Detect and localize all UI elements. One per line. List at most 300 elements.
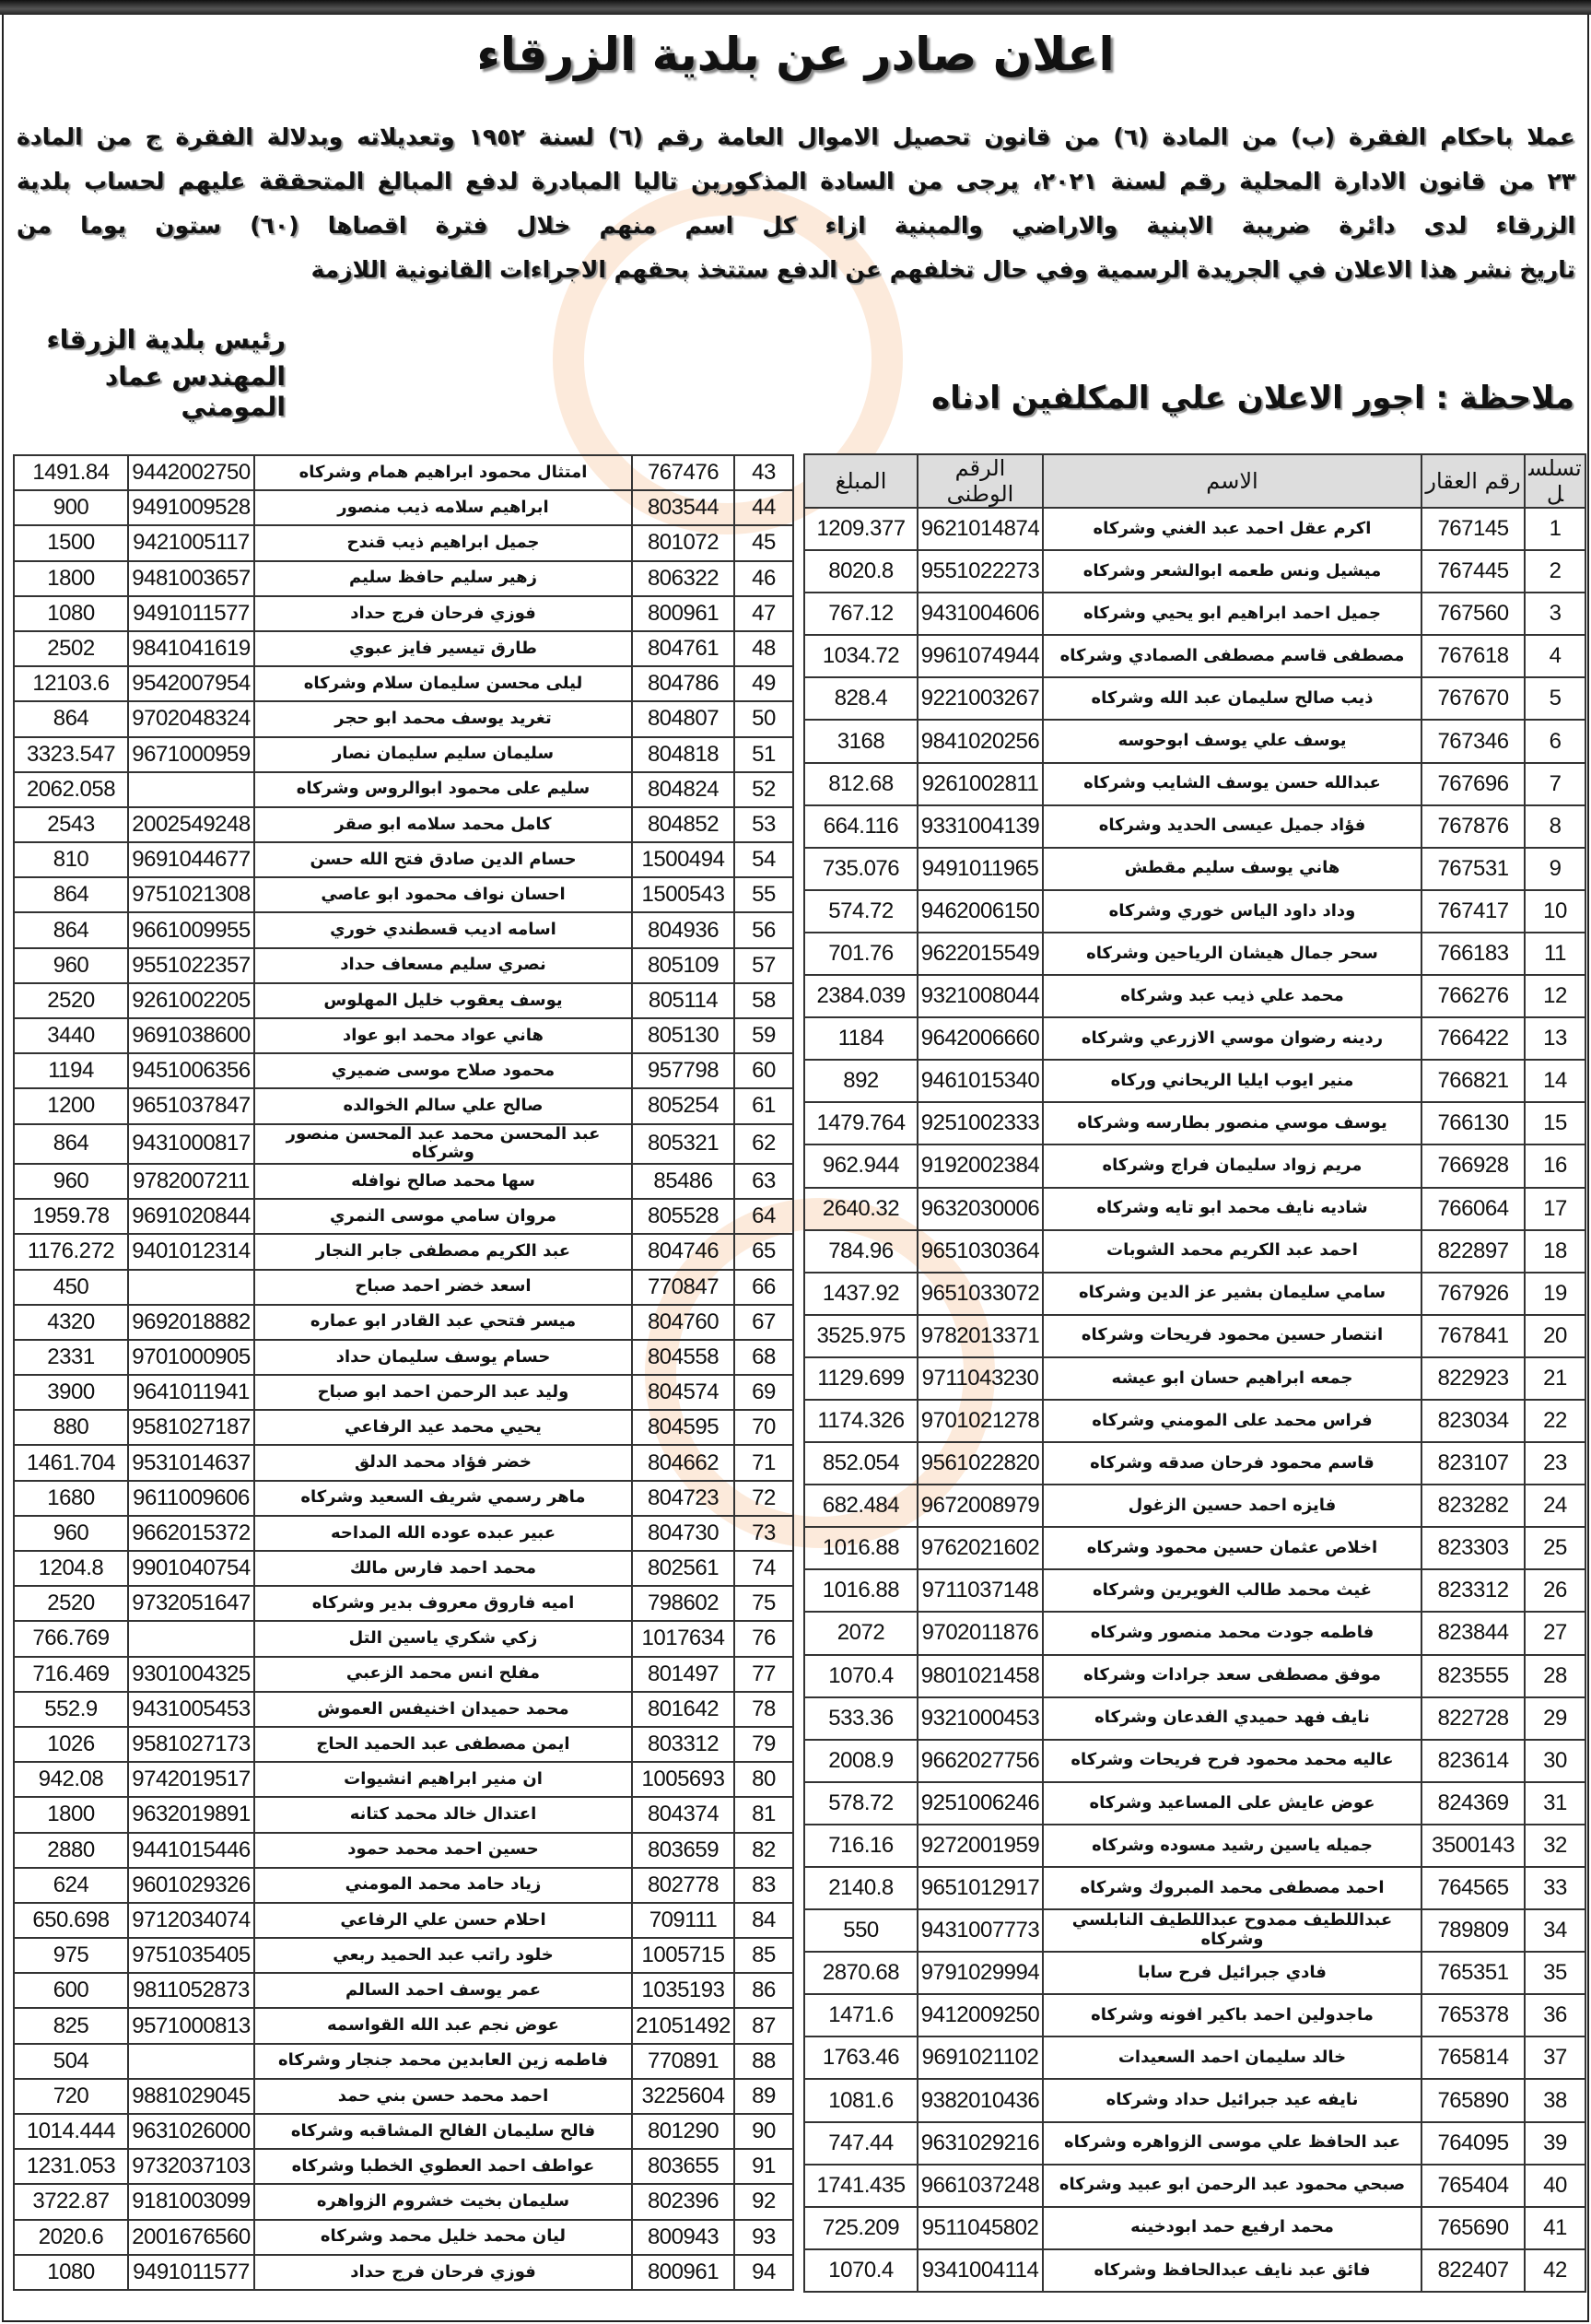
amount-cell: 8020.8 [804,550,918,593]
amount-cell: 767.12 [804,593,918,635]
serial-cell: 61 [734,1088,793,1123]
name-cell: انتصار حسين محمود فريحات وشركاه [1043,1315,1421,1357]
name-cell: ابراهيم سلامه ذيب منصور [254,490,632,525]
national-id-cell: 9702048324 [128,701,254,736]
amount-cell: 747.44 [804,2122,918,2165]
name-cell: خالد سليمان احمد السعيدات [1043,2036,1421,2079]
name-cell: هاني يوسف سليم مقطش [1043,848,1421,890]
serial-cell: 49 [734,666,793,701]
national-id-cell: 9251002333 [918,1102,1043,1144]
name-cell: تغريد يوسف محمد ابو حجر [254,701,632,736]
amount-cell: 3900 [14,1375,128,1410]
table-row [14,2220,793,2255]
national-id-cell: 9671000959 [128,737,254,772]
name-cell: ماجدولين احمد باكير افونه وشركاه [1043,1994,1421,2036]
amount-cell: 533.36 [804,1697,918,1740]
amount-cell: 825 [14,2008,128,2043]
national-id-cell: 9662015372 [128,1516,254,1551]
amount-cell: 2543 [14,807,128,842]
name-cell: مصطفى قاسم مصطفى الصمادي وشركاه [1043,635,1421,677]
national-id-cell: 9791029994 [918,1952,1043,1994]
table-row [14,1516,793,1551]
amount-cell: 852.054 [804,1442,918,1485]
name-cell: صبحي محمود عبد الرحمن ابو عبيد وشركاه [1043,2165,1421,2207]
amount-cell: 1800 [14,1797,128,1832]
table-row [804,1740,1585,1782]
national-id-cell: 9581027173 [128,1727,254,1762]
amount-cell: 1080 [14,2255,128,2290]
serial-cell: 77 [734,1657,793,1692]
table-row [14,1199,793,1234]
amount-cell: 1034.72 [804,635,918,677]
serial-cell: 88 [734,2044,793,2079]
national-id-cell: 9601029326 [128,1868,254,1903]
table-row [804,763,1585,805]
serial-cell: 27 [1525,1612,1585,1654]
name-cell: جميله ياسين رشيد مسوده وشركاه [1043,1825,1421,1867]
national-id-cell: 9192002384 [918,1144,1043,1187]
amount-cell: 650.698 [14,1903,128,1938]
serial-cell: 8 [1525,805,1585,848]
table-row [14,2184,793,2219]
table-row [14,1833,793,1868]
national-id-cell: 9692018882 [128,1305,254,1340]
serial-cell: 16 [1525,1144,1585,1187]
national-id-cell: 9961074944 [918,635,1043,677]
property-number-cell: 805114 [632,983,734,1018]
property-number-cell: 803655 [632,2149,734,2184]
name-cell: عوض نجم عبد الله القواسمه [254,2008,632,2043]
amount-cell: 1176.272 [14,1234,128,1269]
property-number-cell: 806322 [632,561,734,596]
name-cell: مريم زواد سليمان فراج وشركاه [1043,1144,1421,1187]
property-number-cell: 823303 [1421,1527,1525,1569]
property-number-cell: 1500494 [632,842,734,877]
table-row [14,1088,793,1123]
name-cell: عبد المحسن محمد عبد المحسن منصور وشركاه [254,1124,632,1164]
serial-cell: 90 [734,2114,793,2149]
table-row [804,2207,1585,2249]
property-number-cell: 767926 [1421,1273,1525,1315]
name-cell: محمود صلاح موسى ضميري [254,1053,632,1088]
property-number-cell: 764565 [1421,1867,1525,1909]
national-id-cell: 9662027756 [918,1740,1043,1782]
national-id-cell: 9712034074 [128,1903,254,1938]
name-cell: ليلى محسن سليمان سلام وشركاه [254,666,632,701]
serial-cell: 14 [1525,1060,1585,1102]
property-number-cell: 766276 [1421,975,1525,1017]
table-row [804,1612,1585,1654]
national-id-cell: 9811052873 [128,1973,254,2008]
serial-cell: 84 [734,1903,793,1938]
table-row [14,490,793,525]
name-cell: عبد الكريم مصطفى جابر النجار [254,1234,632,1269]
amount-cell: 864 [14,877,128,912]
amount-cell: 1800 [14,561,128,596]
national-id-cell: 9691044677 [128,842,254,877]
name-cell: حسام يوسف سليمان حداد [254,1340,632,1375]
serial-cell: 48 [734,631,793,666]
serial-cell: 41 [1525,2207,1585,2249]
serial-cell: 68 [734,1340,793,1375]
serial-cell: 85 [734,1938,793,1973]
table-row [14,455,793,490]
name-cell: فادي جبرائيل فرح سابا [1043,1952,1421,1994]
table-row [14,1762,793,1797]
serial-cell: 78 [734,1692,793,1727]
property-number-cell: 802396 [632,2184,734,2219]
property-number-cell: 1005693 [632,1762,734,1797]
property-number-cell: 798602 [632,1586,734,1621]
name-cell: عبد الحافظ علي موسى الزواهره وشركاه [1043,2122,1421,2165]
name-cell: خلود راتب عبد الحميد ربعي [254,1938,632,1973]
table-row [804,1485,1585,1527]
name-cell: شاديه نايف محمد ابو تايه وشركاه [1043,1188,1421,1230]
table-row [14,2008,793,2043]
table-row [14,2114,793,2149]
name-cell: اميه فاروق معروف بدير وشركاه [254,1586,632,1621]
property-number-cell: 767476 [632,455,734,490]
name-cell: موفق مصطفى سعد جرادات وشركاه [1043,1655,1421,1697]
table-row [14,1018,793,1053]
name-cell: مروان سامي موسى النمري [254,1199,632,1234]
national-id-cell: 2001676560 [128,2220,254,2255]
national-id-cell: 9301004325 [128,1657,254,1692]
name-cell: نايف فهد حميدي الفدعان وشركاه [1043,1697,1421,1740]
property-number-cell: 3500143 [1421,1825,1525,1867]
serial-cell: 51 [734,737,793,772]
table-row [14,1621,793,1656]
national-id-cell: 9431005453 [128,1692,254,1727]
property-number-cell: 767445 [1421,550,1525,593]
amount-cell: 2384.039 [804,975,918,1017]
name-cell: عمر يوسف احمد السالم [254,1973,632,2008]
property-number-cell: 1005715 [632,1938,734,1973]
property-number-cell: 822407 [1421,2249,1525,2292]
table-row [804,1144,1585,1187]
name-cell: عواطف احمد العطوي الخطبا وشركاه [254,2149,632,2184]
table-row [14,1692,793,1727]
table-row [804,635,1585,677]
property-number-cell: 823034 [1421,1400,1525,1442]
national-id-cell: 2002549248 [128,807,254,842]
name-cell: كامل محمد سلامه ابو صقر [254,807,632,842]
signature-title: رئيس بلدية الزرقاء [46,324,286,355]
amount-cell: 1081.6 [804,2079,918,2121]
name-cell: عوض عايش على المساعيد وشركاه [1043,1782,1421,1825]
national-id-cell: 9491009528 [128,490,254,525]
name-cell: عبير عبده عوده الله المداحه [254,1516,632,1551]
table-row [14,1657,793,1692]
table-row [14,1164,793,1199]
serial-cell: 13 [1525,1017,1585,1060]
national-id-cell: 9841041619 [128,631,254,666]
property-number-cell: 800961 [632,596,734,631]
national-id-cell [128,2044,254,2079]
name-cell: اسعد خضر احمد صباح [254,1270,632,1305]
table-row [804,677,1585,720]
property-number-cell: 823844 [1421,1612,1525,1654]
amount-cell: 880 [14,1410,128,1445]
amount-cell: 960 [14,1164,128,1199]
name-cell: فراس محمد على المومني وشركاه [1043,1400,1421,1442]
header-property-number: رقم العقار [1421,454,1525,508]
amount-cell: 1070.4 [804,1655,918,1697]
amount-cell: 1016.88 [804,1569,918,1612]
serial-cell: 10 [1525,890,1585,933]
property-number-cell: 789809 [1421,1909,1525,1952]
property-number-cell: 805109 [632,948,734,983]
national-id-cell: 9412009250 [918,1994,1043,2036]
amount-cell: 1200 [14,1088,128,1123]
property-number-cell: 767696 [1421,763,1525,805]
national-id-cell: 9272001959 [918,1825,1043,1867]
property-number-cell: 767417 [1421,890,1525,933]
name-cell: سليمان سليم سليمان نصار [254,737,632,772]
table-row [804,1017,1585,1060]
serial-cell: 73 [734,1516,793,1551]
amount-cell: 450 [14,1270,128,1305]
serial-cell: 34 [1525,1909,1585,1952]
serial-cell: 63 [734,1164,793,1199]
national-id-cell: 9742019517 [128,1762,254,1797]
amount-cell: 975 [14,1938,128,1973]
national-id-cell: 9401012314 [128,1234,254,1269]
amount-cell: 720 [14,2079,128,2114]
serial-cell: 47 [734,596,793,631]
name-cell: ذيب صالح سليمان عبد الله وشركاه [1043,677,1421,720]
serial-cell: 76 [734,1621,793,1656]
property-number-cell: 765404 [1421,2165,1525,2207]
table-row [14,1481,793,1516]
property-number-cell: 767876 [1421,805,1525,848]
name-cell: احمد مصطفى محمد المبروك وشركاه [1043,1867,1421,1909]
table-row [14,1445,793,1480]
amount-cell: 960 [14,1516,128,1551]
amount-cell: 1209.377 [804,508,918,550]
table-row [14,631,793,666]
name-cell: يوسف علي يوسف ابوحوسه [1043,720,1421,762]
name-cell: جمعه ابراهيم حسان ابو عيشه [1043,1357,1421,1400]
table-row [804,1442,1585,1485]
property-number-cell: 822923 [1421,1357,1525,1400]
table-row [804,1102,1585,1144]
serial-cell: 55 [734,877,793,912]
property-number-cell: 805254 [632,1088,734,1123]
national-id-cell: 9451006356 [128,1053,254,1088]
table-row [804,1825,1585,1867]
table-row [804,805,1585,848]
serial-cell: 6 [1525,720,1585,762]
serial-cell: 43 [734,455,793,490]
national-id-cell [128,1621,254,1656]
property-number-cell: 804824 [632,772,734,807]
serial-cell: 31 [1525,1782,1585,1825]
national-id-cell [128,1270,254,1305]
table-row [804,1273,1585,1315]
national-id-cell: 9642006660 [918,1017,1043,1060]
name-cell: زهير سليم حافظ سليم [254,561,632,596]
property-number-cell: 822897 [1421,1230,1525,1273]
name-cell: اخلاص عثمان حسين محمود وشركاه [1043,1527,1421,1569]
amount-cell: 960 [14,948,128,983]
serial-cell: 9 [1525,848,1585,890]
national-id-cell: 9581027187 [128,1410,254,1445]
amount-cell: 716.469 [14,1657,128,1692]
table-row [804,1527,1585,1569]
name-cell: منير ايوب ايليا الريحاني وركاه [1043,1060,1421,1102]
name-cell: ردينه رضوان موسي الازرعي وشركاه [1043,1017,1421,1060]
serial-cell: 20 [1525,1315,1585,1357]
table-row [14,1124,793,1164]
amount-cell: 574.72 [804,890,918,933]
amount-cell: 624 [14,1868,128,1903]
amount-cell: 3525.975 [804,1315,918,1357]
serial-cell: 21 [1525,1357,1585,1400]
amount-cell: 1080 [14,596,128,631]
property-number-cell: 767841 [1421,1315,1525,1357]
serial-cell: 1 [1525,508,1585,550]
property-number-cell: 767346 [1421,720,1525,762]
name-cell: سها محمد صالح نوافله [254,1164,632,1199]
property-number-cell: 1017634 [632,1621,734,1656]
national-id-cell: 9651012917 [918,1867,1043,1909]
national-id-cell: 9782007211 [128,1164,254,1199]
name-cell: احمد عبد الكريم محمد الشوبات [1043,1230,1421,1273]
property-number-cell: 804760 [632,1305,734,1340]
property-number-cell: 823312 [1421,1569,1525,1612]
name-cell: يحيي محمد عيد الرفاعي [254,1410,632,1445]
serial-cell: 25 [1525,1527,1585,1569]
name-cell: عبدالله حسن يوسف الشايب وشركاه [1043,763,1421,805]
national-id-cell: 9901040754 [128,1551,254,1586]
national-id-cell: 9621014874 [918,508,1043,550]
property-number-cell: 823614 [1421,1740,1525,1782]
property-number-cell: 767531 [1421,848,1525,890]
name-cell: امتثال محمود ابراهيم همام وشركاه [254,455,632,490]
national-id-cell: 9691020844 [128,1199,254,1234]
serial-cell: 12 [1525,975,1585,1017]
serial-cell: 83 [734,1868,793,1903]
name-cell: ماهر رسمي شريف السعيد وشركاه [254,1481,632,1516]
amount-cell: 962.944 [804,1144,918,1187]
serial-cell: 45 [734,525,793,560]
table-row [804,1994,1585,2036]
national-id-cell: 9491011577 [128,2255,254,2290]
property-number-cell: 804807 [632,701,734,736]
property-number-cell: 766928 [1421,1144,1525,1187]
name-cell: احمد محمد حسن بني حمد [254,2079,632,2114]
serial-cell: 46 [734,561,793,596]
name-cell: ليان محمد خليل محمد وشركاه [254,2220,632,2255]
national-id-cell: 9421005117 [128,525,254,560]
table-row [14,1903,793,1938]
name-cell: ميسر فتحي عبد القادر ابو عماره [254,1305,632,1340]
serial-cell: 19 [1525,1273,1585,1315]
national-id-cell: 9661037248 [918,2165,1043,2207]
amount-cell: 1437.92 [804,1273,918,1315]
name-cell: خضر فؤاد محمد الدلق [254,1445,632,1480]
amount-cell: 864 [14,912,128,947]
national-id-cell: 9762021602 [918,1527,1043,1569]
table-row [804,2036,1585,2079]
amount-cell: 504 [14,2044,128,2079]
table-row [14,948,793,983]
property-number-cell: 766130 [1421,1102,1525,1144]
property-number-cell: 766064 [1421,1188,1525,1230]
national-id-cell: 9431004606 [918,593,1043,635]
property-number-cell: 805528 [632,1199,734,1234]
serial-cell: 93 [734,2220,793,2255]
property-number-cell: 801290 [632,2114,734,2149]
amount-cell: 1231.053 [14,2149,128,2184]
national-id-cell: 9321008044 [918,975,1043,1017]
property-number-cell: 804595 [632,1410,734,1445]
name-cell: حسام الدين صادق فتح الله حسن [254,842,632,877]
national-id-cell: 9632019891 [128,1797,254,1832]
name-cell: محمد علي ذيب عبد وشركاه [1043,975,1421,1017]
property-number-cell: 804761 [632,631,734,666]
name-cell: محمد ارفيع حمد ابودخينه [1043,2207,1421,2249]
property-number-cell: 801072 [632,525,734,560]
property-number-cell: 804936 [632,912,734,947]
name-cell: فالح سليمان الفالح المشاقبه وشركاه [254,2114,632,2149]
amount-cell: 3722.87 [14,2184,128,2219]
name-cell: سليمان بخيت خشروم الزواهره [254,2184,632,2219]
property-number-cell: 804558 [632,1340,734,1375]
announcement-title: اعلان صادر عن بلدية الزرقاء [476,28,1115,81]
amount-cell: 735.076 [804,848,918,890]
property-number-cell: 767618 [1421,635,1525,677]
serial-cell: 7 [1525,763,1585,805]
name-cell: هاني عواد محمد ابو عواد [254,1018,632,1053]
amount-cell: 2008.9 [804,1740,918,1782]
property-number-cell: 767145 [1421,508,1525,550]
amount-cell: 2880 [14,1833,128,1868]
national-id-cell: 9631029216 [918,2122,1043,2165]
national-id-cell: 9691038600 [128,1018,254,1053]
amount-cell: 828.4 [804,677,918,720]
national-id-cell [128,772,254,807]
table-row [14,1727,793,1762]
table-row [804,1315,1585,1357]
national-id-cell: 9881029045 [128,2079,254,2114]
serial-cell: 11 [1525,933,1585,975]
name-cell: فؤاد جميل عيسى الحديد وشركاه [1043,805,1421,848]
national-id-cell: 9331004139 [918,805,1043,848]
property-number-cell: 770891 [632,2044,734,2079]
amount-cell: 1184 [804,1017,918,1060]
amount-cell: 600 [14,1973,128,2008]
table-row [14,912,793,947]
table-row [14,772,793,807]
national-id-cell: 9531014637 [128,1445,254,1480]
amount-cell: 2502 [14,631,128,666]
amount-cell: 1174.326 [804,1400,918,1442]
paragraph-line: تاريخ نشر هذا الاعلان في الجريدة الرسمية وفي حال تخلفهم عن الدفع ستتخذ بحقهم الاجراءات القانونية اللازمة [310,256,1575,283]
property-number-cell: 805130 [632,1018,734,1053]
serial-cell: 74 [734,1551,793,1586]
amount-cell: 1129.699 [804,1357,918,1400]
national-id-cell: 9321000453 [918,1697,1043,1740]
amount-cell: 1204.8 [14,1551,128,1586]
table-row [14,1410,793,1445]
table-row [14,2079,793,2114]
name-cell: اسامه اديب قسطندي خوري [254,912,632,947]
name-cell: وداد داود الياس خوري وشركاه [1043,890,1421,933]
national-id-cell: 9641011941 [128,1375,254,1410]
national-id-cell: 9261002205 [128,983,254,1018]
